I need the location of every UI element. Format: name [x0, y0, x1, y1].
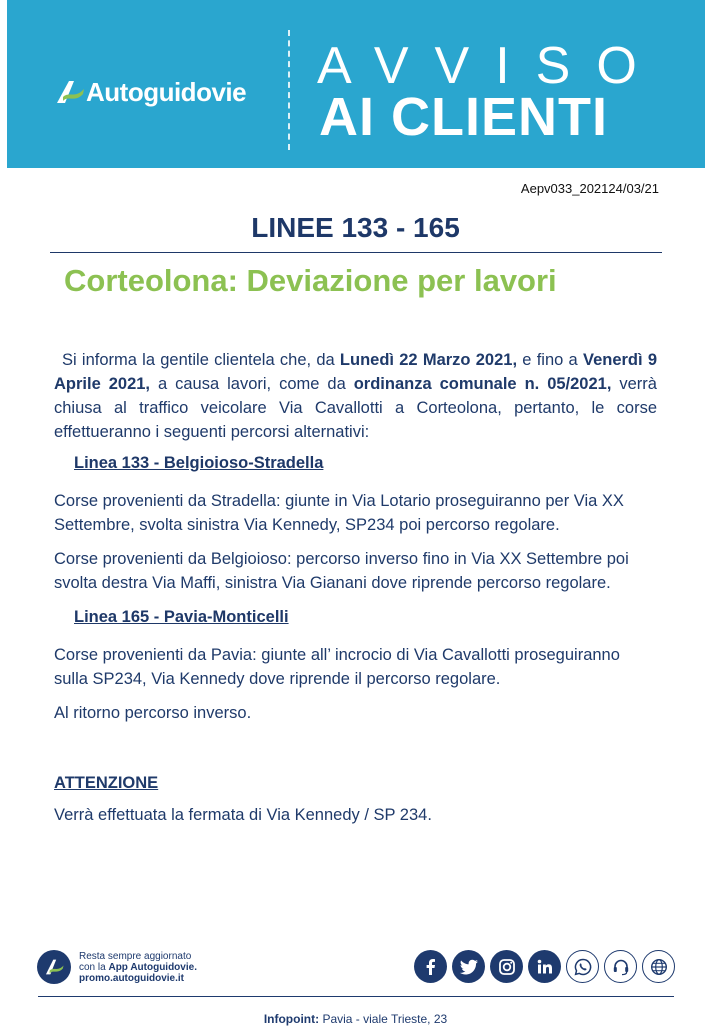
linea-165-paragraph-2: Al ritorno percorso inverso. — [54, 704, 252, 722]
intro-start-date: Lunedì 22 Marzo 2021, — [339, 351, 518, 369]
header-divider — [288, 30, 290, 150]
app-promo[interactable] — [37, 947, 197, 987]
linea-165-heading: Linea 165 - Pavia-Monticelli — [74, 608, 289, 626]
intro-paragraph — [54, 348, 657, 444]
linea-133-paragraph-2: Corse provenienti da Belgioioso: percorso inverso fino in Via XX Settembre poi svolta destra Via Maffi, sinistra Via Gianani dove riprende percorso regolare. — [54, 550, 629, 592]
globe-icon[interactable] — [642, 950, 675, 983]
attenzione-text: Verrà effettuata la fermata di Via Kennedy / SP 234. — [54, 806, 432, 824]
intro-end-date: Venerdì 9 Aprile 2021, — [54, 351, 657, 393]
intro-text-2: e fino a — [517, 351, 583, 369]
linea-133-heading: Linea 133 - Belgioioso-Stradella — [74, 454, 324, 472]
infopoint-label: Infopoint: — [263, 1012, 320, 1026]
header-banner — [7, 0, 705, 168]
logo-text: Autoguidovie — [86, 76, 247, 107]
app-promo-text — [79, 951, 197, 984]
intro-ordinance: ordinanza comunale n. 05/2021, — [353, 375, 612, 393]
page-title: LINEE 133 - 165 — [251, 212, 460, 243]
attenzione-heading: ATTENZIONE — [54, 774, 159, 792]
page-subtitle: Corteolona: Deviazione per lavori — [64, 263, 557, 298]
header-ai-clienti: AI CLIENTI — [319, 87, 608, 147]
infopoint-address — [0, 1012, 711, 1026]
header-avviso: AVVISO — [317, 37, 663, 95]
app-promo-line-2-text: con la — [79, 961, 109, 973]
headset-icon[interactable] — [604, 950, 637, 983]
footer-divider — [38, 996, 674, 997]
notice-reference: Aepv033_202124/03/21 — [520, 181, 659, 196]
app-promo-line-1: Resta sempre aggiornato — [79, 950, 192, 962]
autoguidovie-logo-mark — [55, 77, 85, 107]
facebook-icon[interactable] — [414, 950, 447, 983]
app-promo-app-name: App Autoguidovie. — [108, 961, 197, 973]
whatsapp-icon[interactable] — [566, 950, 599, 983]
intro-text-4: verrà chiusa al traffico veicolare Via Cavallotti a Corteolona, pertanto, le corse effettueranno i seguenti percorsi alternativi: — [54, 375, 657, 441]
app-logo-icon — [37, 950, 71, 984]
infopoint-value: Pavia - viale Trieste, 23 — [319, 1012, 448, 1026]
app-promo-url[interactable]: promo.autoguidovie.it — [79, 972, 184, 984]
linea-165-paragraph-1: Corse provenienti da Pavia: giunte all’ incrocio di Via Cavallotti proseguiranno sulla SP234, Via Kennedy dove riprende il percorso regolare. — [54, 646, 620, 688]
intro-text-1: Si informa la gentile clientela che, da — [62, 351, 340, 369]
instagram-icon[interactable] — [490, 950, 523, 983]
social-links — [414, 950, 675, 983]
linkedin-icon[interactable] — [528, 950, 561, 983]
notice-body — [54, 348, 657, 827]
intro-text-3: a causa lavori, come da — [150, 375, 354, 393]
linea-133-paragraph-1: Corse provenienti da Stradella: giunte in Via Lotario proseguiranno per Via XX Settembre, svolta sinistra Via Kennedy, SP234 poi percorso regolare. — [54, 492, 624, 534]
twitter-icon[interactable] — [452, 950, 485, 983]
title-underline — [50, 252, 662, 253]
app-promo-line-2 — [79, 962, 197, 973]
autoguidovie-logo — [55, 72, 246, 112]
